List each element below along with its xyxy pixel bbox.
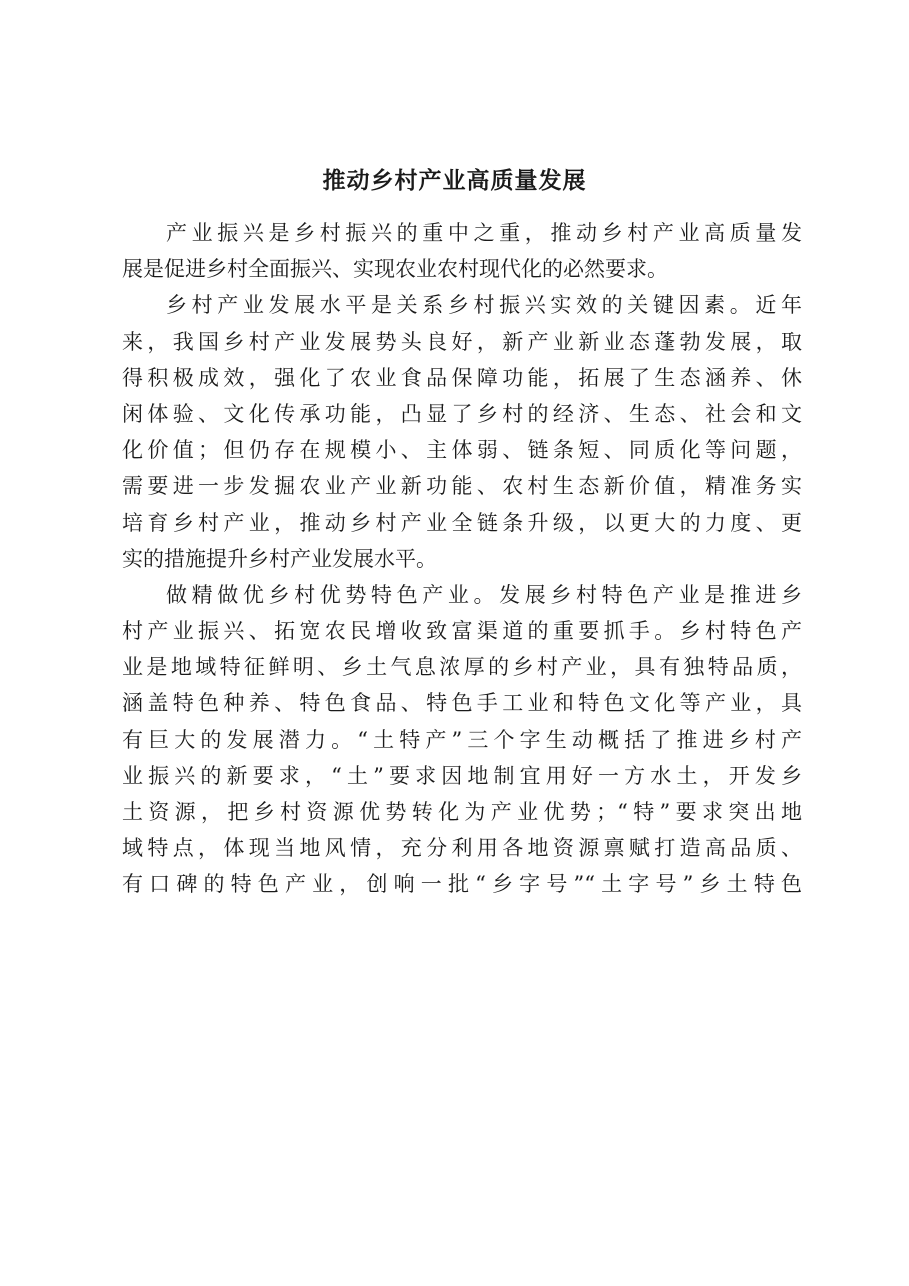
paragraph-3-line-6: 业振兴的新要求，“土”要求因地制宜用好一方水土，开发乡 <box>122 763 802 788</box>
paragraph-3-line-2: 村产业振兴、拓宽农民增收致富渠道的重要抓手。乡村特色产 <box>122 619 802 644</box>
paragraph-3-line-3: 业是地域特征鲜明、乡土气息浓厚的乡村产业，具有独特品质， <box>122 655 802 680</box>
paragraph-2-line-3: 得积极成效，强化了农业食品保障功能，拓展了生态涵养、休 <box>122 365 802 390</box>
paragraph-1-line-1: 产业振兴是乡村振兴的重中之重，推动乡村产业高质量发 <box>166 221 802 245</box>
paragraph-2-line-6: 需要进一步发掘农业产业新功能、农村生态新价值，精准务实 <box>122 474 802 499</box>
paragraph-3-line-5: 有巨大的发展潜力。“土特产”三个字生动概括了推进乡村产 <box>122 727 802 752</box>
paragraph-3-line-8: 域特点，体现当地风情，充分利用各地资源禀赋打造高品质、 <box>122 836 802 861</box>
document-body <box>122 215 802 903</box>
paragraph-2-line-7: 培育乡村产业，推动乡村产业全链条升级，以更大的力度、更 <box>122 510 802 535</box>
paragraph-2-line-5: 化价值；但仍存在规模小、主体弱、链条短、同质化等问题， <box>122 438 802 463</box>
paragraph-2-line-2: 来，我国乡村产业发展势头良好，新产业新业态蓬勃发展，取 <box>122 329 802 354</box>
paragraph-2-line-1: 乡村产业发展水平是关系乡村振兴实效的关键因素。近年 <box>166 293 802 318</box>
document-title: 推动乡村产业高质量发展 <box>322 168 587 194</box>
paragraph-3-line-7: 土资源，把乡村资源优势转化为产业优势；“特”要求突出地 <box>122 800 802 824</box>
paragraph-3-line-1: 做精做优乡村优势特色产业。发展乡村特色产业是推进乡 <box>166 582 802 607</box>
paragraph-2-line-8: 实的措施提升乡村产业发展水平。 <box>122 546 437 571</box>
paragraph-1-line-2: 展是促进乡村全面振兴、实现农业农村现代化的必然要求。 <box>122 257 668 282</box>
paragraph-3-line-9: 有口碑的特色产业，创响一批“乡字号”“土字号”乡土特色 <box>122 872 802 897</box>
paragraph-2-line-4: 闲体验、文化传承功能，凸显了乡村的经济、生态、社会和文 <box>122 401 802 426</box>
paragraph-3-line-4: 涵盖特色种养、特色食品、特色手工业和特色文化等产业，具 <box>122 691 802 716</box>
